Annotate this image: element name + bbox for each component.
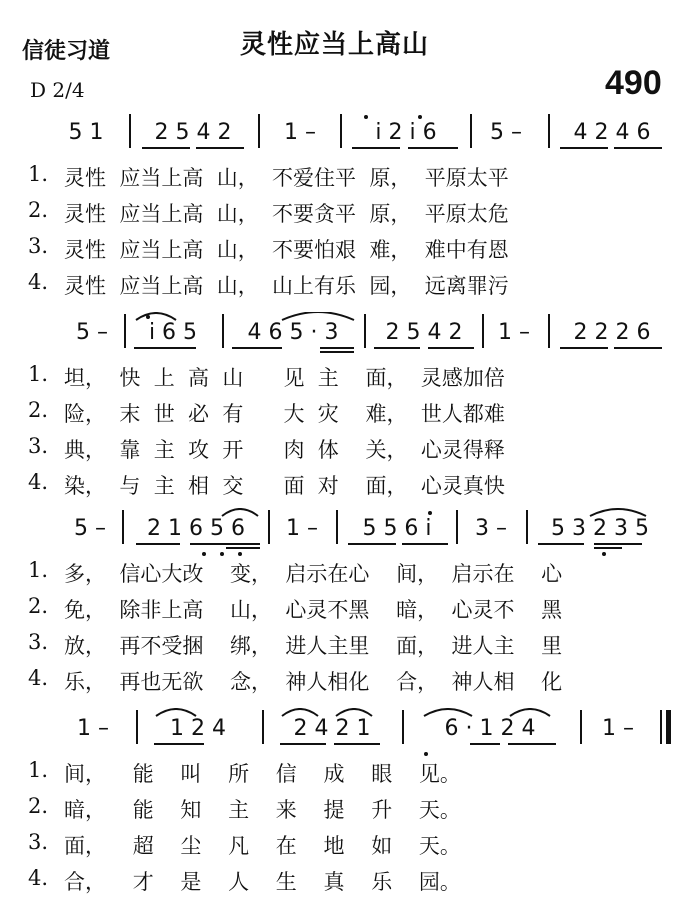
measure: 4 2 4 6 [573,119,651,145]
measure: 4 6 5 · 3 [247,319,339,345]
measure: 1 – [284,119,316,145]
measure: 1 – [602,715,634,741]
key-signature: D 2/4 [30,78,85,102]
underline-marks [0,508,700,560]
measure: 6 · 1 2 4 [444,715,536,741]
measure: 2 1 6 5 6 [147,515,245,541]
notation-row [0,708,700,748]
hymn-number: 490 [605,64,662,102]
measure: 5 3 2 3 5 [551,515,649,541]
measure: 1 2 4 [170,715,226,741]
measure: 5 – [76,319,108,345]
underline-marks [0,708,700,760]
measure: i 2 i 6 [375,119,437,145]
notation-row [0,112,700,152]
measure: 1 – [498,319,530,345]
measure: 5 – [490,119,522,145]
notation-row [0,312,700,352]
measure: 5 – [74,515,106,541]
underline-marks [0,112,700,156]
measure: 2 5 4 2 [154,119,232,145]
hymn-title: 灵性应当上高山 [240,30,430,60]
underline-marks [0,312,700,356]
notation-row [0,508,700,548]
measure: 1 – [77,715,109,741]
measure: 3 – [475,515,507,541]
measure: 5 5 6 i [362,515,432,541]
measure: 2 2 2 6 [573,319,651,345]
measure: i 6 5 [148,319,198,345]
measure: 2 4 2 1 [293,715,371,741]
measure: 2 5 4 2 [385,319,463,345]
hymn-category: 信徒习道 [22,39,111,64]
measure: 1 – [286,515,318,541]
measure: 5 1 [68,119,104,145]
